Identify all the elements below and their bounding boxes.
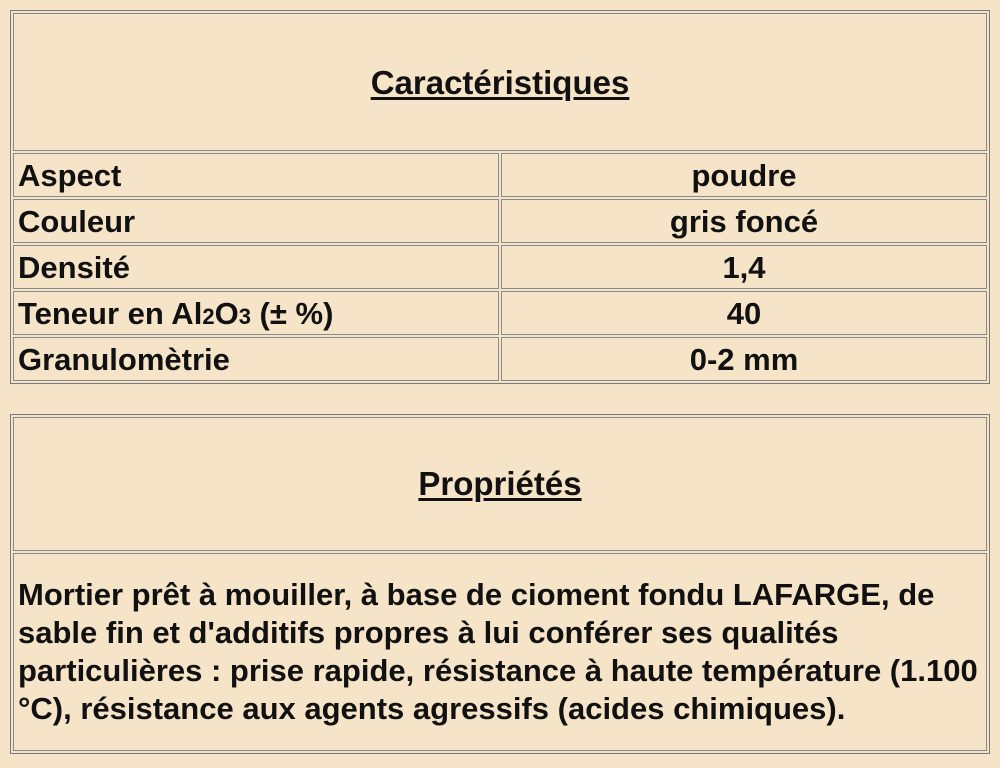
characteristics-table <box>10 10 990 384</box>
table-row <box>13 153 987 197</box>
properties-description-row <box>13 553 987 751</box>
spec-label-teneur-sub2: 3 <box>238 303 251 329</box>
spec-value-couleur: gris foncé <box>501 199 987 243</box>
properties-title: Propriétés <box>418 465 582 502</box>
spec-label-teneur-sub1: 2 <box>202 303 215 329</box>
characteristics-title: Caractéristiques <box>370 63 630 101</box>
properties-table <box>10 414 990 754</box>
characteristics-title-cell <box>13 13 987 151</box>
table-row <box>13 291 987 335</box>
spec-value-aspect: poudre <box>501 153 987 197</box>
spec-label-teneur-prefix: Teneur en Al <box>18 295 203 331</box>
properties-description: Mortier prêt à mouiller, à base de cioment fondu LAFARGE, de sable fin et d'additifs propres à lui conférer ses qualités particulières : prise rapide, résistance à haute température (1.100 °C), résistance aux agents agressifs (acides chimiques). <box>13 553 987 751</box>
spec-label-teneur <box>13 291 499 335</box>
spec-value-granulometrie: 0-2 mm <box>501 337 987 381</box>
spec-value-densite: 1,4 <box>501 245 987 289</box>
table-row <box>13 337 987 381</box>
spec-label-densite: Densité <box>13 245 499 289</box>
spec-label-granulometrie: Granulomètrie <box>13 337 499 381</box>
spec-label-couleur: Couleur <box>13 199 499 243</box>
table-row <box>13 199 987 243</box>
characteristics-header-row <box>13 13 987 151</box>
properties-header-row <box>13 417 987 551</box>
spec-value-teneur: 40 <box>501 291 987 335</box>
spec-label-teneur-suffix: (± %) <box>250 295 334 331</box>
table-row <box>13 245 987 289</box>
spec-label-teneur-mid: O <box>214 295 239 331</box>
properties-title-cell <box>13 417 987 551</box>
spec-label-aspect: Aspect <box>13 153 499 197</box>
